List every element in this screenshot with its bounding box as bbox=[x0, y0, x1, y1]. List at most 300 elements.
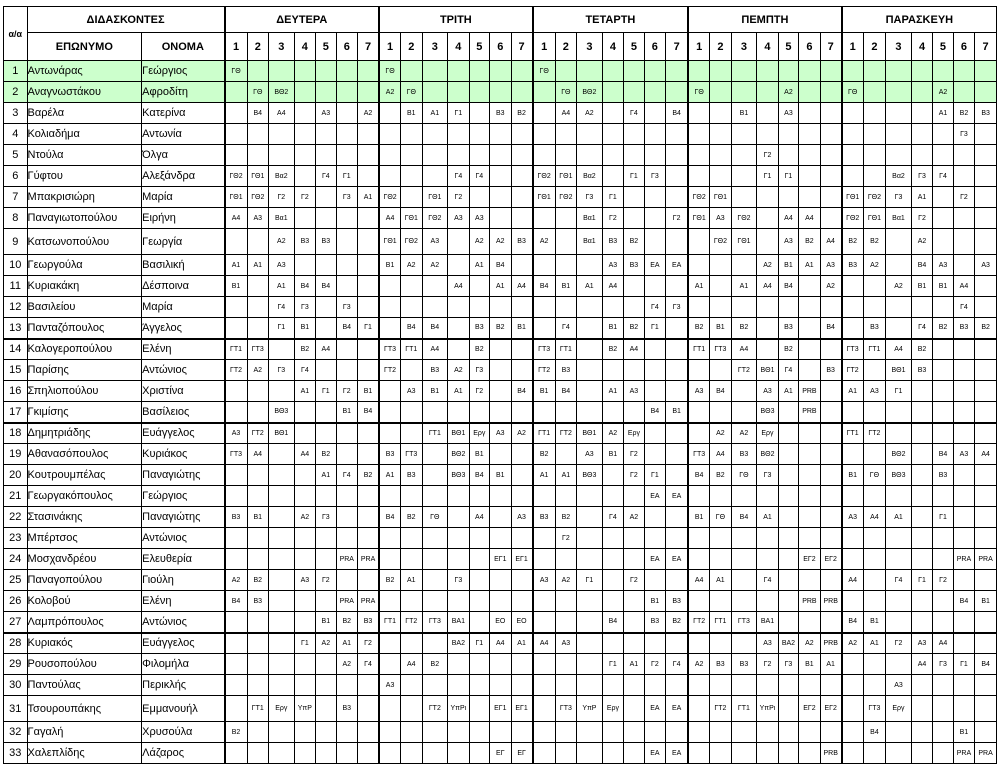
class-cell bbox=[710, 675, 731, 696]
class-cell: Γ4 bbox=[316, 166, 336, 187]
class-cell bbox=[533, 743, 556, 764]
class-cell: Α1 bbox=[469, 255, 489, 276]
class-cell bbox=[666, 339, 689, 360]
class-cell: Β2 bbox=[358, 465, 380, 486]
class-cell bbox=[422, 722, 448, 743]
class-cell: Α2 bbox=[577, 103, 603, 124]
class-cell: Εργ bbox=[269, 696, 295, 722]
class-cell bbox=[666, 465, 689, 486]
class-cell bbox=[731, 675, 757, 696]
class-cell: Γ3 bbox=[953, 124, 974, 145]
class-cell bbox=[688, 229, 709, 255]
class-cell: PRA bbox=[336, 591, 357, 612]
class-cell bbox=[688, 255, 709, 276]
class-cell: ΓΤ3 bbox=[225, 444, 248, 465]
class-cell: ΓΤ2 bbox=[863, 423, 886, 444]
class-cell bbox=[225, 612, 248, 633]
class-cell bbox=[490, 82, 511, 103]
class-cell bbox=[490, 124, 511, 145]
class-cell bbox=[731, 528, 757, 549]
class-cell bbox=[886, 722, 912, 743]
class-cell: ΓΘ bbox=[379, 61, 400, 82]
teacher-surname: Γκιμίσης bbox=[27, 402, 142, 423]
class-cell bbox=[886, 255, 912, 276]
class-cell bbox=[401, 549, 422, 570]
class-cell bbox=[666, 381, 689, 402]
class-cell bbox=[799, 297, 820, 318]
class-cell bbox=[842, 145, 863, 166]
class-cell bbox=[602, 675, 623, 696]
class-cell: Α1 bbox=[533, 465, 556, 486]
class-cell: Α1 bbox=[379, 465, 400, 486]
class-cell: Βα1 bbox=[577, 229, 603, 255]
class-cell bbox=[555, 549, 576, 570]
class-cell bbox=[577, 339, 603, 360]
class-cell: ΓΤ1 bbox=[688, 339, 709, 360]
class-cell: Α2 bbox=[820, 276, 842, 297]
class-cell: Β3 bbox=[336, 696, 357, 722]
class-cell: Β1 bbox=[555, 276, 576, 297]
class-cell bbox=[688, 633, 709, 654]
class-cell bbox=[778, 528, 798, 549]
class-cell bbox=[533, 549, 556, 570]
class-cell: ΕΓ1 bbox=[490, 549, 511, 570]
class-cell bbox=[731, 187, 757, 208]
class-cell bbox=[533, 722, 556, 743]
class-cell bbox=[666, 675, 689, 696]
class-cell bbox=[757, 297, 778, 318]
class-cell bbox=[624, 722, 644, 743]
class-cell bbox=[490, 722, 511, 743]
class-cell bbox=[911, 528, 932, 549]
class-cell bbox=[842, 61, 863, 82]
class-cell: ΕΑ bbox=[666, 696, 689, 722]
class-cell bbox=[269, 549, 295, 570]
teacher-firstname: Παναγιώτης bbox=[142, 507, 225, 528]
class-cell: Γ3 bbox=[933, 654, 953, 675]
class-cell: Α4 bbox=[490, 633, 511, 654]
class-cell bbox=[336, 423, 357, 444]
class-cell: Γ4 bbox=[448, 166, 469, 187]
class-cell: ΓΘ bbox=[863, 465, 886, 486]
class-cell bbox=[401, 360, 422, 381]
class-cell: Β4 bbox=[533, 276, 556, 297]
row-number: 1 bbox=[4, 61, 28, 82]
class-cell: Α3 bbox=[778, 229, 798, 255]
class-cell bbox=[886, 145, 912, 166]
class-cell bbox=[358, 82, 380, 103]
class-cell bbox=[778, 124, 798, 145]
class-cell bbox=[820, 465, 842, 486]
class-cell bbox=[778, 591, 798, 612]
class-cell: Α1 bbox=[820, 654, 842, 675]
row-number: 30 bbox=[4, 675, 28, 696]
class-cell: ΒΘ3 bbox=[577, 465, 603, 486]
class-cell: Α2 bbox=[247, 360, 268, 381]
class-cell: Α3 bbox=[379, 675, 400, 696]
teacher-row bbox=[4, 208, 997, 229]
class-cell bbox=[975, 166, 997, 187]
class-cell bbox=[577, 318, 603, 339]
class-cell bbox=[316, 297, 336, 318]
class-cell: Α1 bbox=[911, 187, 932, 208]
class-cell bbox=[757, 187, 778, 208]
class-cell bbox=[911, 696, 932, 722]
class-cell: ΓΤ3 bbox=[842, 339, 863, 360]
class-cell bbox=[757, 486, 778, 507]
class-cell: ΓΤ2 bbox=[225, 360, 248, 381]
class-cell: Β4 bbox=[820, 318, 842, 339]
row-number: 32 bbox=[4, 722, 28, 743]
class-cell bbox=[401, 528, 422, 549]
class-cell bbox=[469, 696, 489, 722]
row-number: 9 bbox=[4, 229, 28, 255]
class-cell bbox=[953, 381, 974, 402]
class-cell bbox=[602, 591, 623, 612]
class-cell: Α1 bbox=[602, 381, 623, 402]
class-cell bbox=[379, 743, 400, 764]
class-cell bbox=[555, 61, 576, 82]
class-cell: Α4 bbox=[533, 633, 556, 654]
class-cell bbox=[490, 486, 511, 507]
header-row-periods bbox=[4, 33, 997, 61]
class-cell: Β4 bbox=[401, 318, 422, 339]
class-cell: Β4 bbox=[490, 255, 511, 276]
class-cell: Γ2 bbox=[757, 654, 778, 675]
class-cell: Β4 bbox=[336, 318, 357, 339]
class-cell: Γ4 bbox=[886, 570, 912, 591]
class-cell: Β3 bbox=[225, 507, 248, 528]
class-cell bbox=[975, 124, 997, 145]
class-cell bbox=[863, 360, 886, 381]
class-cell bbox=[577, 402, 603, 423]
class-cell bbox=[577, 255, 603, 276]
class-cell bbox=[225, 402, 248, 423]
class-cell: ΓΤ3 bbox=[422, 612, 448, 633]
class-cell: Β3 bbox=[422, 360, 448, 381]
class-cell: Β2 bbox=[379, 570, 400, 591]
class-cell: Α4 bbox=[757, 276, 778, 297]
class-cell: Β2 bbox=[975, 318, 997, 339]
class-cell bbox=[316, 696, 336, 722]
class-cell: Α2 bbox=[469, 229, 489, 255]
class-cell: Α3 bbox=[602, 255, 623, 276]
class-cell: Α1 bbox=[842, 381, 863, 402]
class-cell: ΓΤ2 bbox=[247, 423, 268, 444]
class-cell bbox=[336, 360, 357, 381]
teacher-row bbox=[4, 360, 997, 381]
class-cell bbox=[358, 528, 380, 549]
class-cell bbox=[911, 486, 932, 507]
class-cell bbox=[577, 528, 603, 549]
teacher-surname: Αναγνωστάκου bbox=[27, 82, 142, 103]
teacher-firstname: Γεώργιος bbox=[142, 61, 225, 82]
class-cell bbox=[953, 166, 974, 187]
class-cell: ΕΑ bbox=[666, 255, 689, 276]
class-cell bbox=[757, 675, 778, 696]
class-cell bbox=[975, 145, 997, 166]
class-cell: Α2 bbox=[511, 423, 533, 444]
class-cell bbox=[448, 402, 469, 423]
teacher-firstname: Άγγελος bbox=[142, 318, 225, 339]
teacher-surname: Παντούλας bbox=[27, 675, 142, 696]
class-cell bbox=[644, 507, 665, 528]
class-cell bbox=[624, 208, 644, 229]
class-cell: Β3 bbox=[511, 229, 533, 255]
class-cell bbox=[490, 402, 511, 423]
class-cell bbox=[336, 339, 357, 360]
class-cell bbox=[863, 145, 886, 166]
class-cell: Α3 bbox=[757, 381, 778, 402]
class-cell bbox=[448, 591, 469, 612]
row-number: 22 bbox=[4, 507, 28, 528]
class-cell bbox=[842, 297, 863, 318]
class-cell: Α4 bbox=[778, 208, 798, 229]
teacher-firstname: Χριστίνα bbox=[142, 381, 225, 402]
class-cell bbox=[624, 145, 644, 166]
class-cell bbox=[710, 360, 731, 381]
teacher-firstname: Χρυσούλα bbox=[142, 722, 225, 743]
class-cell bbox=[422, 444, 448, 465]
class-cell bbox=[731, 61, 757, 82]
class-cell: ΒΘ2 bbox=[448, 444, 469, 465]
class-cell bbox=[799, 61, 820, 82]
class-cell bbox=[294, 61, 315, 82]
class-cell bbox=[863, 528, 886, 549]
class-cell bbox=[953, 486, 974, 507]
class-cell bbox=[933, 297, 953, 318]
class-cell bbox=[316, 82, 336, 103]
class-cell bbox=[336, 743, 357, 764]
class-cell bbox=[422, 402, 448, 423]
row-number: 10 bbox=[4, 255, 28, 276]
teacher-surname: Κυριακός bbox=[27, 633, 142, 654]
class-cell: Γ4 bbox=[624, 103, 644, 124]
class-cell: Α2 bbox=[490, 229, 511, 255]
class-cell bbox=[269, 444, 295, 465]
teacher-row bbox=[4, 255, 997, 276]
class-cell: Α1 bbox=[225, 255, 248, 276]
class-cell: Β4 bbox=[511, 381, 533, 402]
teacher-surname: Κολοβού bbox=[27, 591, 142, 612]
teacher-firstname: Μαρία bbox=[142, 297, 225, 318]
row-number: 2 bbox=[4, 82, 28, 103]
class-cell bbox=[469, 570, 489, 591]
period-number-header: 4 bbox=[757, 33, 778, 61]
class-cell bbox=[624, 297, 644, 318]
class-cell bbox=[666, 318, 689, 339]
class-cell bbox=[379, 486, 400, 507]
class-cell: Α3 bbox=[316, 103, 336, 124]
class-cell bbox=[953, 61, 974, 82]
class-cell bbox=[863, 103, 886, 124]
class-cell bbox=[469, 675, 489, 696]
class-cell bbox=[602, 166, 623, 187]
period-number-header: 1 bbox=[533, 33, 556, 61]
class-cell bbox=[953, 675, 974, 696]
row-number: 25 bbox=[4, 570, 28, 591]
class-cell bbox=[316, 208, 336, 229]
class-cell: Β4 bbox=[358, 402, 380, 423]
class-cell bbox=[666, 166, 689, 187]
class-cell bbox=[863, 591, 886, 612]
class-cell: Α3 bbox=[577, 444, 603, 465]
class-cell: Β3 bbox=[490, 103, 511, 124]
class-cell: Γ1 bbox=[294, 633, 315, 654]
class-cell bbox=[577, 297, 603, 318]
class-cell bbox=[624, 82, 644, 103]
class-cell bbox=[511, 166, 533, 187]
class-cell: Α3 bbox=[469, 208, 489, 229]
class-cell bbox=[511, 208, 533, 229]
class-cell: Β1 bbox=[799, 654, 820, 675]
teacher-row bbox=[4, 82, 997, 103]
class-cell bbox=[225, 103, 248, 124]
class-cell: Α2 bbox=[886, 276, 912, 297]
period-number-header: 1 bbox=[379, 33, 400, 61]
teacher-row bbox=[4, 166, 997, 187]
class-cell: Α3 bbox=[710, 208, 731, 229]
class-cell bbox=[933, 591, 953, 612]
class-cell bbox=[247, 549, 268, 570]
class-cell bbox=[511, 339, 533, 360]
class-cell bbox=[294, 402, 315, 423]
class-cell bbox=[799, 612, 820, 633]
class-cell: ΓΤ3 bbox=[401, 444, 422, 465]
class-cell: Γ4 bbox=[469, 166, 489, 187]
teacher-firstname: Αντώνιος bbox=[142, 360, 225, 381]
class-cell: Γ2 bbox=[316, 570, 336, 591]
class-cell: Β4 bbox=[842, 612, 863, 633]
class-cell bbox=[820, 61, 842, 82]
class-cell bbox=[555, 654, 576, 675]
period-number-header: 4 bbox=[294, 33, 315, 61]
class-cell bbox=[842, 696, 863, 722]
class-cell bbox=[294, 612, 315, 633]
class-cell: Β2 bbox=[225, 722, 248, 743]
class-cell: Β3 bbox=[316, 229, 336, 255]
class-cell bbox=[247, 633, 268, 654]
class-cell: Α3 bbox=[401, 381, 422, 402]
class-cell bbox=[247, 276, 268, 297]
class-cell: ΓΤ1 bbox=[863, 339, 886, 360]
class-cell bbox=[422, 124, 448, 145]
class-cell: ΒΘ3 bbox=[886, 465, 912, 486]
class-cell bbox=[886, 124, 912, 145]
class-cell bbox=[799, 570, 820, 591]
class-cell bbox=[511, 82, 533, 103]
teacher-surname: Γεωργακόπουλος bbox=[27, 486, 142, 507]
class-cell bbox=[778, 145, 798, 166]
class-cell bbox=[511, 187, 533, 208]
class-cell: ΓΘ1 bbox=[842, 187, 863, 208]
class-cell bbox=[448, 297, 469, 318]
class-cell: ΥπΡ bbox=[294, 696, 315, 722]
class-cell bbox=[422, 528, 448, 549]
class-cell bbox=[336, 61, 357, 82]
class-cell: Α3 bbox=[422, 229, 448, 255]
class-cell bbox=[644, 208, 665, 229]
class-cell bbox=[469, 743, 489, 764]
class-cell bbox=[401, 61, 422, 82]
class-cell bbox=[555, 402, 576, 423]
period-number-header: 3 bbox=[577, 33, 603, 61]
class-cell bbox=[731, 570, 757, 591]
class-cell bbox=[294, 675, 315, 696]
class-cell bbox=[490, 507, 511, 528]
class-cell bbox=[490, 339, 511, 360]
class-cell bbox=[778, 696, 798, 722]
class-cell bbox=[953, 402, 974, 423]
class-cell bbox=[448, 61, 469, 82]
class-cell: Α2 bbox=[863, 255, 886, 276]
class-cell bbox=[422, 570, 448, 591]
teacher-row bbox=[4, 743, 997, 764]
class-cell: PRA bbox=[975, 549, 997, 570]
class-cell bbox=[247, 612, 268, 633]
class-cell: Γ2 bbox=[555, 528, 576, 549]
class-cell bbox=[933, 339, 953, 360]
class-cell: ΕΑ bbox=[666, 549, 689, 570]
class-cell: ΒΘ2 bbox=[757, 444, 778, 465]
class-cell: Β1 bbox=[644, 591, 665, 612]
class-cell bbox=[294, 743, 315, 764]
class-cell: ΓΘ2 bbox=[401, 229, 422, 255]
class-cell bbox=[842, 124, 863, 145]
class-cell bbox=[469, 591, 489, 612]
class-cell bbox=[778, 722, 798, 743]
class-cell bbox=[358, 124, 380, 145]
class-cell: Β2 bbox=[778, 339, 798, 360]
class-cell: Α4 bbox=[688, 570, 709, 591]
class-cell bbox=[820, 423, 842, 444]
row-number: 17 bbox=[4, 402, 28, 423]
class-cell bbox=[269, 486, 295, 507]
class-cell bbox=[577, 486, 603, 507]
class-cell bbox=[269, 124, 295, 145]
teacher-row bbox=[4, 696, 997, 722]
class-cell: Γ3 bbox=[577, 187, 603, 208]
class-cell bbox=[602, 82, 623, 103]
class-cell bbox=[933, 528, 953, 549]
period-number-header: 1 bbox=[688, 33, 709, 61]
class-cell: Γ1 bbox=[953, 654, 974, 675]
class-cell: Β3 bbox=[911, 360, 932, 381]
class-cell bbox=[401, 675, 422, 696]
class-cell bbox=[533, 612, 556, 633]
period-number-header: 2 bbox=[401, 33, 422, 61]
class-cell bbox=[225, 654, 248, 675]
class-cell bbox=[336, 145, 357, 166]
class-cell bbox=[953, 423, 974, 444]
class-cell bbox=[820, 208, 842, 229]
class-cell bbox=[225, 145, 248, 166]
class-cell bbox=[666, 528, 689, 549]
class-cell: Γ1 bbox=[336, 166, 357, 187]
class-cell bbox=[975, 229, 997, 255]
teacher-row bbox=[4, 654, 997, 675]
class-cell bbox=[933, 486, 953, 507]
class-cell bbox=[316, 675, 336, 696]
class-cell bbox=[294, 82, 315, 103]
class-cell: Α4 bbox=[316, 339, 336, 360]
class-cell: Β3 bbox=[602, 229, 623, 255]
class-cell bbox=[401, 743, 422, 764]
class-cell bbox=[379, 722, 400, 743]
class-cell bbox=[842, 743, 863, 764]
class-cell bbox=[602, 103, 623, 124]
class-cell bbox=[975, 423, 997, 444]
